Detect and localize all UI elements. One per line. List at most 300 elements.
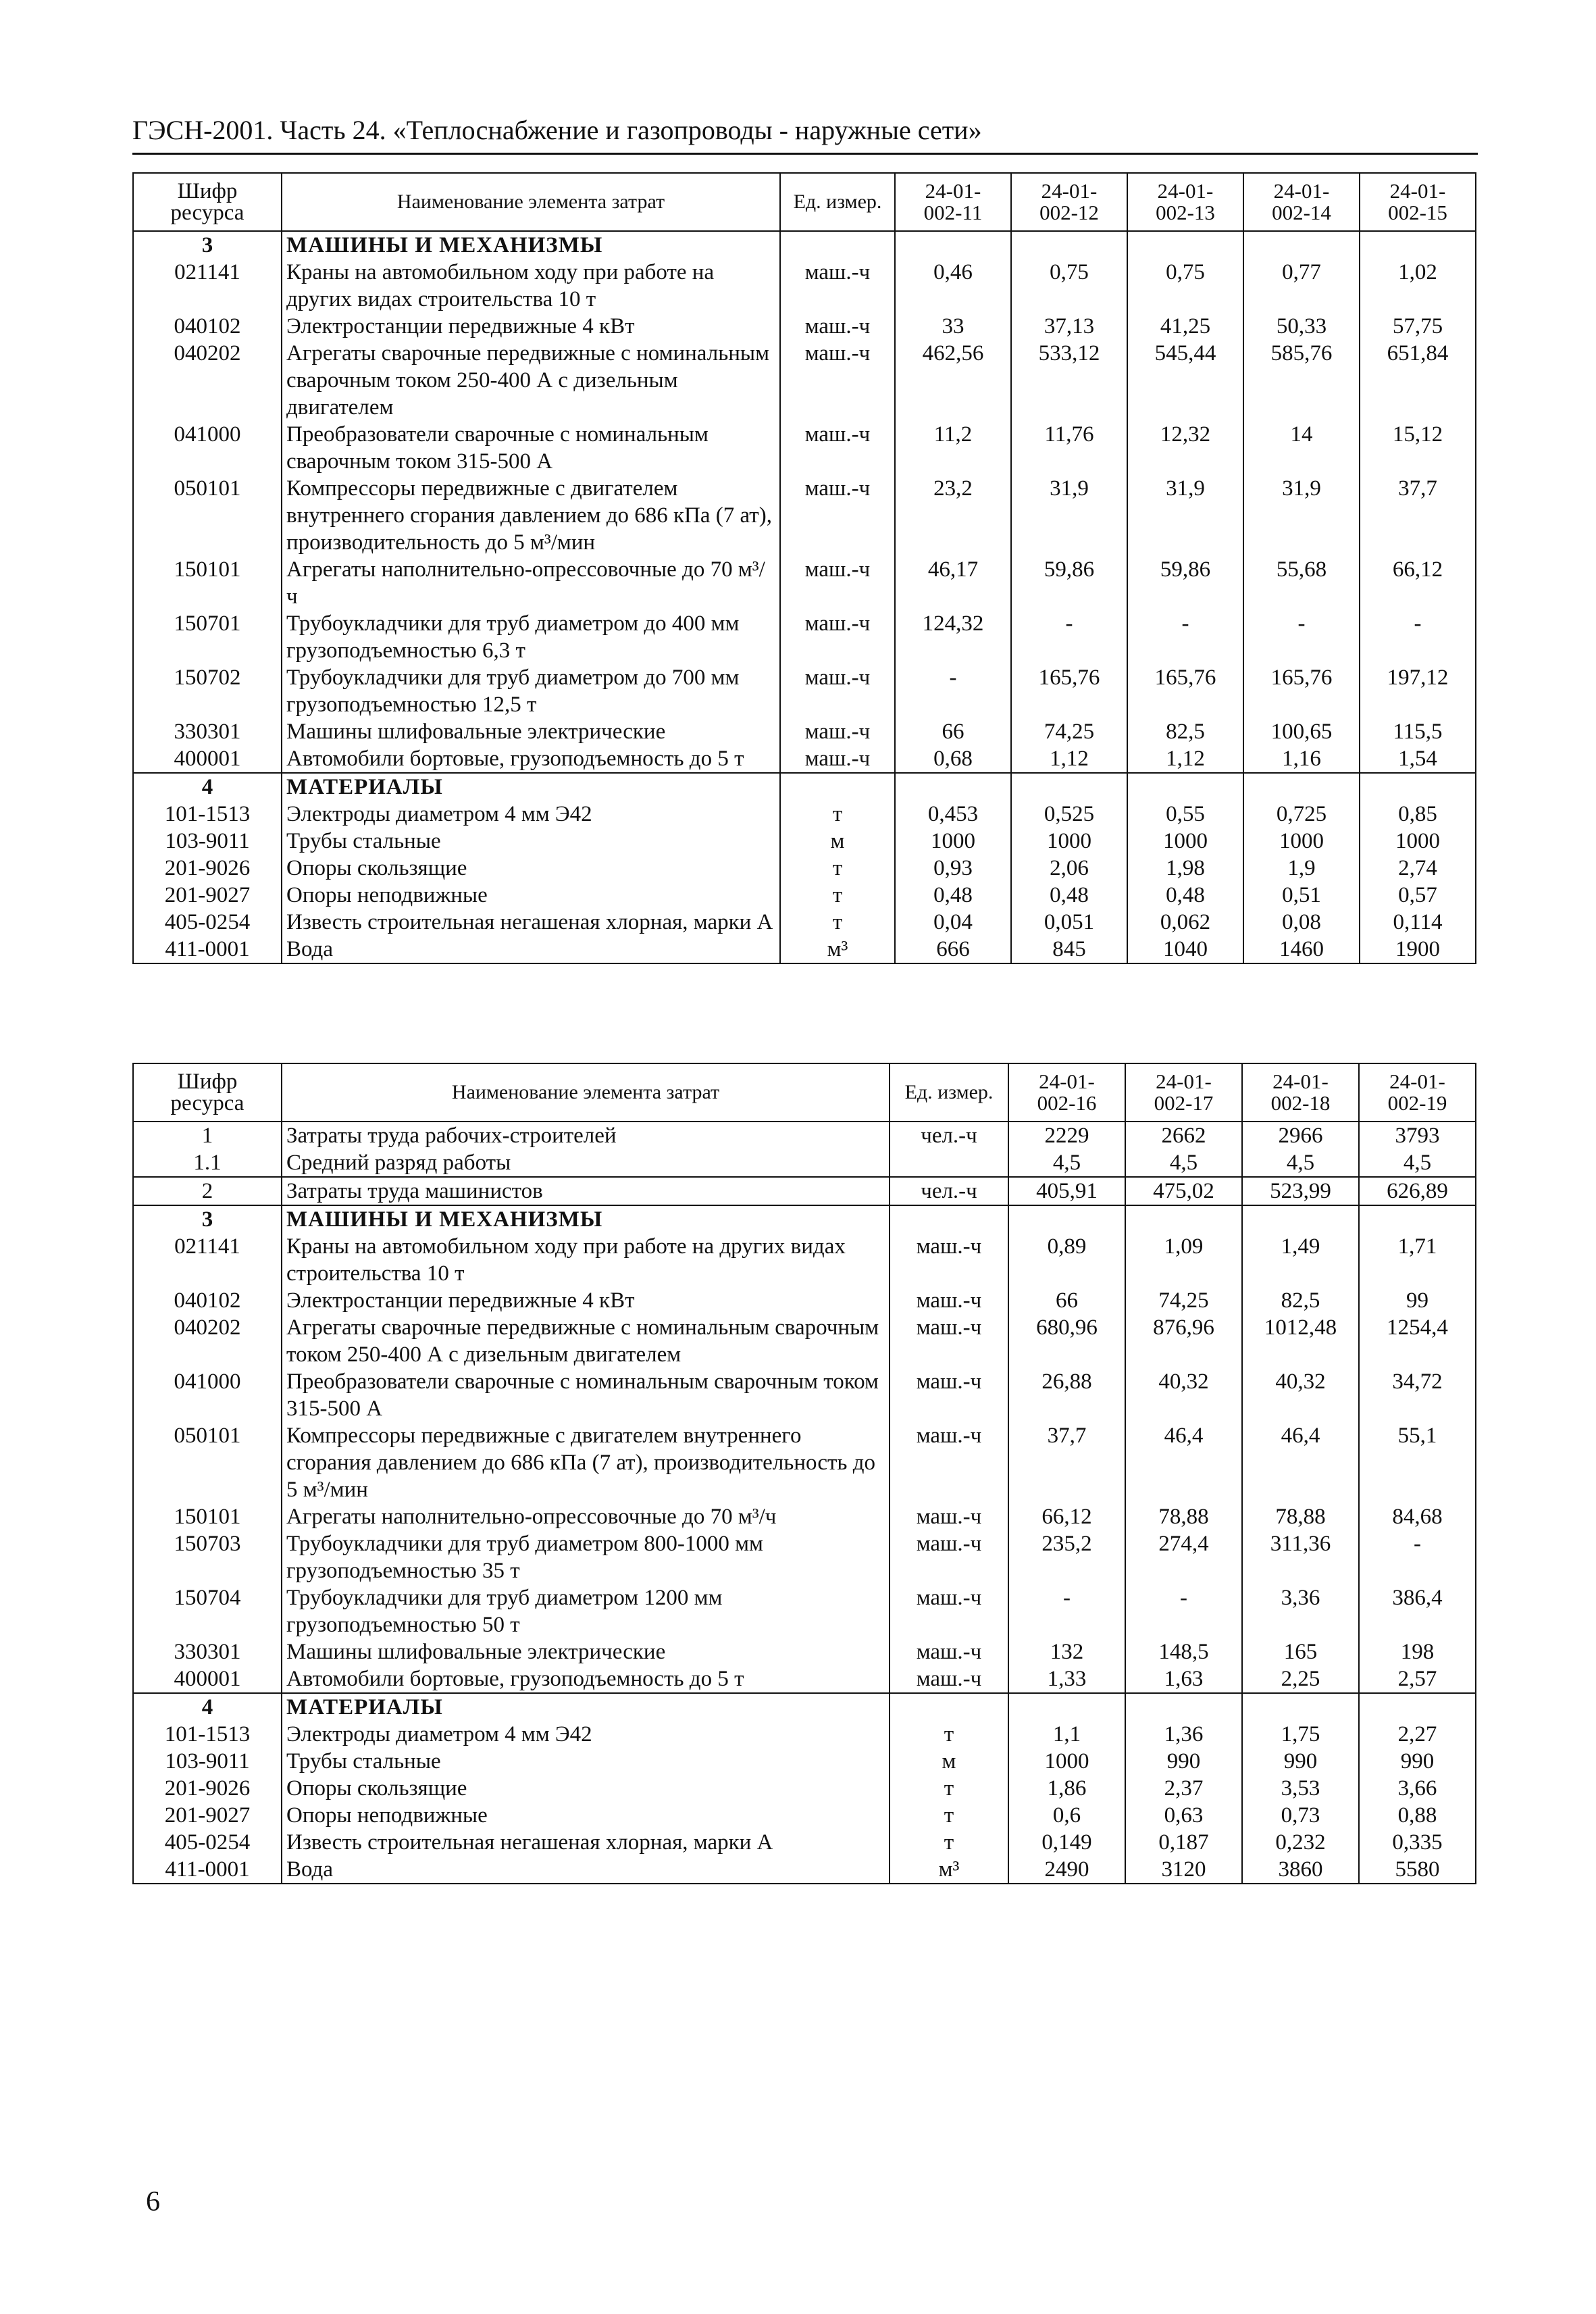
unit: т (780, 909, 895, 936)
resource-name: Опоры скользящие (282, 1775, 890, 1802)
value-cell: 2,27 (1359, 1721, 1476, 1748)
value-cell: 100,65 (1243, 718, 1360, 745)
value-cell: 165 (1242, 1638, 1359, 1665)
value-cell: 74,25 (1125, 1287, 1242, 1314)
unit (780, 773, 895, 801)
resource-name: Затраты труда машинистов (282, 1177, 890, 1205)
resource-name: Трубоукладчики для труб диаметром 1200 мм грузоподъемностью 50 т (282, 1584, 890, 1638)
resource-code: 201-9027 (133, 1802, 282, 1829)
value-cell: 0,75 (1011, 259, 1127, 313)
value-cell (1360, 773, 1476, 801)
table-row (133, 1856, 1476, 1884)
resource-name: Компрессоры передвижные с двигателем внутреннего сгорания давлением до 686 кПа (7 ат), производительность до 5 м³/мин (282, 1422, 890, 1503)
header-name: Наименование элемента затрат (282, 173, 780, 231)
value-cell: 0,232 (1242, 1829, 1359, 1856)
value-cell: 132 (1008, 1638, 1125, 1665)
value-cell: 74,25 (1011, 718, 1127, 745)
value-cell (1359, 1693, 1476, 1721)
table-row (133, 1287, 1476, 1314)
value-cell: 2,57 (1359, 1665, 1476, 1693)
table-row (133, 909, 1476, 936)
resource-code: 405-0254 (133, 1829, 282, 1856)
value-cell (1127, 773, 1243, 801)
value-cell: 462,56 (895, 340, 1011, 421)
value-cell: 311,36 (1242, 1530, 1359, 1584)
resource-code: 201-9026 (133, 1775, 282, 1802)
resource-code: 2 (133, 1177, 282, 1205)
value-cell: 1000 (895, 828, 1011, 855)
resource-code: 150701 (133, 610, 282, 664)
table-row (133, 801, 1476, 828)
unit: м (890, 1748, 1008, 1775)
value-cell: 1000 (1360, 828, 1476, 855)
table-row (133, 1503, 1476, 1530)
value-cell: 666 (895, 936, 1011, 963)
resource-name: Трубоукладчики для труб диаметром до 400 мм грузоподъемностью 6,3 т (282, 610, 780, 664)
value-cell: 1,09 (1125, 1233, 1242, 1287)
header-col-1: 24-01- 002-16 (1008, 1063, 1125, 1122)
header-col-4: 24-01- 002-14 (1243, 173, 1360, 231)
unit: маш.-ч (780, 556, 895, 610)
table-row (133, 1149, 1476, 1177)
resource-name: Автомобили бортовые, грузоподъемность до 5 т (282, 1665, 890, 1693)
resource-name: Опоры неподвижные (282, 1802, 890, 1829)
unit (780, 231, 895, 259)
value-cell: 41,25 (1127, 313, 1243, 340)
value-cell (1127, 231, 1243, 259)
resource-code: 150702 (133, 664, 282, 718)
value-cell: 0,75 (1127, 259, 1243, 313)
resource-name: Машины шлифовальные электрические (282, 1638, 890, 1665)
section-row (133, 773, 1476, 801)
value-cell: 46,17 (895, 556, 1011, 610)
unit: маш.-ч (890, 1638, 1008, 1665)
unit: т (890, 1775, 1008, 1802)
value-cell: 33 (895, 313, 1011, 340)
value-cell: 4,5 (1359, 1149, 1476, 1177)
value-cell: 1,12 (1011, 745, 1127, 773)
resource-code: 040202 (133, 340, 282, 421)
resource-code: 150101 (133, 1503, 282, 1530)
table-row (133, 1802, 1476, 1829)
value-cell: 31,9 (1011, 475, 1127, 556)
value-cell: 1000 (1011, 828, 1127, 855)
table-row (133, 1829, 1476, 1856)
value-cell: 0,48 (1011, 882, 1127, 909)
value-cell: 40,32 (1242, 1368, 1359, 1422)
resource-name: Краны на автомобильном ходу при работе на других видах строительства 10 т (282, 1233, 890, 1287)
value-cell: 165,76 (1011, 664, 1127, 718)
value-cell: 3860 (1242, 1856, 1359, 1884)
resource-code: 150101 (133, 556, 282, 610)
unit: т (780, 855, 895, 882)
unit: т (890, 1802, 1008, 1829)
value-cell: 82,5 (1242, 1287, 1359, 1314)
value-cell: 197,12 (1360, 664, 1476, 718)
value-cell: - (1127, 610, 1243, 664)
value-cell: 1040 (1127, 936, 1243, 963)
resource-name: Компрессоры передвижные с двигателем внутреннего сгорания давлением до 686 кПа (7 ат), производительность до 5 м³/мин (282, 475, 780, 556)
resource-table-1 (132, 172, 1476, 964)
value-cell: 626,89 (1359, 1177, 1476, 1205)
value-cell: 475,02 (1125, 1177, 1242, 1205)
value-cell: 990 (1242, 1748, 1359, 1775)
resource-code: 3 (133, 231, 282, 259)
value-cell: 4,5 (1008, 1149, 1125, 1177)
header-code: Шифр ресурса (133, 1063, 282, 1122)
value-cell: 78,88 (1125, 1503, 1242, 1530)
value-cell: - (1243, 610, 1360, 664)
table-row (133, 421, 1476, 475)
value-cell: 1,86 (1008, 1775, 1125, 1802)
resource-code: 101-1513 (133, 801, 282, 828)
resource-code: 021141 (133, 1233, 282, 1287)
unit: маш.-ч (780, 259, 895, 313)
resource-code: 400001 (133, 1665, 282, 1693)
value-cell: 0,85 (1360, 801, 1476, 828)
table-row (133, 828, 1476, 855)
value-cell: 0,453 (895, 801, 1011, 828)
value-cell: 0,57 (1360, 882, 1476, 909)
value-cell: 0,6 (1008, 1802, 1125, 1829)
resource-code: 041000 (133, 421, 282, 475)
value-cell: 15,12 (1360, 421, 1476, 475)
value-cell: 31,9 (1243, 475, 1360, 556)
value-cell: 2,37 (1125, 1775, 1242, 1802)
value-cell: 1000 (1127, 828, 1243, 855)
table-row (133, 1368, 1476, 1422)
value-cell (1008, 1693, 1125, 1721)
value-cell: 55,1 (1359, 1422, 1476, 1503)
table-row (133, 1233, 1476, 1287)
value-cell: 115,5 (1360, 718, 1476, 745)
resource-name: Опоры неподвижные (282, 882, 780, 909)
header-col-1: 24-01- 002-11 (895, 173, 1011, 231)
table-row (133, 855, 1476, 882)
value-cell (1360, 231, 1476, 259)
resource-name: Электростанции передвижные 4 кВт (282, 1287, 890, 1314)
resource-name: Краны на автомобильном ходу при работе на других видах строительства 10 т (282, 259, 780, 313)
unit: маш.-ч (890, 1530, 1008, 1584)
unit: м³ (890, 1856, 1008, 1884)
value-cell: 405,91 (1008, 1177, 1125, 1205)
value-cell: 14 (1243, 421, 1360, 475)
resource-code: 405-0254 (133, 909, 282, 936)
value-cell: 0,062 (1127, 909, 1243, 936)
value-cell: 2229 (1008, 1122, 1125, 1149)
table-row (133, 556, 1476, 610)
resource-code: 400001 (133, 745, 282, 773)
value-cell: 1000 (1008, 1748, 1125, 1775)
table-row (133, 1665, 1476, 1693)
unit: маш.-ч (890, 1233, 1008, 1287)
value-cell: 2,74 (1360, 855, 1476, 882)
value-cell: 876,96 (1125, 1314, 1242, 1368)
value-cell: 1,16 (1243, 745, 1360, 773)
value-cell: 55,68 (1243, 556, 1360, 610)
header-name: Наименование элемента затрат (282, 1063, 890, 1122)
value-cell: 66,12 (1360, 556, 1476, 610)
header-col-5: 24-01- 002-15 (1360, 173, 1476, 231)
value-cell: 1,02 (1360, 259, 1476, 313)
unit: т (890, 1829, 1008, 1856)
table-row (133, 313, 1476, 340)
resource-name: Известь строительная негашеная хлорная, марки А (282, 1829, 890, 1856)
value-cell: 3,66 (1359, 1775, 1476, 1802)
resource-code: 4 (133, 1693, 282, 1721)
value-cell: 84,68 (1359, 1503, 1476, 1530)
value-cell: 23,2 (895, 475, 1011, 556)
resource-name: Затраты труда рабочих-строителей (282, 1122, 890, 1149)
value-cell: 0,46 (895, 259, 1011, 313)
resource-name: Трубоукладчики для труб диаметром до 700 мм грузоподъемностью 12,5 т (282, 664, 780, 718)
unit: маш.-ч (890, 1314, 1008, 1368)
resource-name: Электростанции передвижные 4 кВт (282, 313, 780, 340)
value-cell: 59,86 (1127, 556, 1243, 610)
value-cell: 523,99 (1242, 1177, 1359, 1205)
value-cell: 46,4 (1242, 1422, 1359, 1503)
table-row (133, 1530, 1476, 1584)
resource-name: Трубы стальные (282, 828, 780, 855)
section-row (133, 1205, 1476, 1233)
value-cell: 1,75 (1242, 1721, 1359, 1748)
table-row (133, 1422, 1476, 1503)
value-cell: 165,76 (1243, 664, 1360, 718)
value-cell: - (1359, 1530, 1476, 1584)
value-cell: - (1008, 1584, 1125, 1638)
value-cell: 845 (1011, 936, 1127, 963)
value-cell: 0,63 (1125, 1802, 1242, 1829)
resource-name: Электроды диаметром 4 мм Э42 (282, 801, 780, 828)
value-cell: 1000 (1243, 828, 1360, 855)
resource-name: МАШИНЫ И МЕХАНИЗМЫ (282, 1205, 890, 1233)
unit: маш.-ч (780, 421, 895, 475)
resource-name: Трубоукладчики для труб диаметром 800-1000 мм грузоподъемностью 35 т (282, 1530, 890, 1584)
resource-code: 3 (133, 1205, 282, 1233)
value-cell: 82,5 (1127, 718, 1243, 745)
unit: маш.-ч (890, 1503, 1008, 1530)
unit (890, 1205, 1008, 1233)
value-cell: 1,9 (1243, 855, 1360, 882)
value-cell: 1,12 (1127, 745, 1243, 773)
value-cell: 4,5 (1242, 1149, 1359, 1177)
value-cell (1242, 1693, 1359, 1721)
value-cell: 124,32 (895, 610, 1011, 664)
header-code: Шифр ресурса (133, 173, 282, 231)
unit (890, 1693, 1008, 1721)
unit: маш.-ч (890, 1422, 1008, 1503)
unit: маш.-ч (890, 1287, 1008, 1314)
table-header-row (133, 173, 1476, 231)
table-row (133, 259, 1476, 313)
value-cell: 0,725 (1243, 801, 1360, 828)
resource-name: Вода (282, 936, 780, 963)
page-header: ГЭСН-2001. Часть 24. «Теплоснабжение и газопроводы - наружные сети» (132, 114, 1478, 155)
value-cell: 78,88 (1242, 1503, 1359, 1530)
resource-code: 201-9026 (133, 855, 282, 882)
value-cell: 0,68 (895, 745, 1011, 773)
resource-code: 330301 (133, 718, 282, 745)
resource-code: 411-0001 (133, 1856, 282, 1884)
value-cell (1243, 231, 1360, 259)
header-col-4: 24-01- 002-19 (1359, 1063, 1476, 1122)
value-cell: 3,53 (1242, 1775, 1359, 1802)
value-cell: 12,32 (1127, 421, 1243, 475)
resource-name: Агрегаты сварочные передвижные с номинальным сварочным током 250-400 А с дизельным двигателем (282, 340, 780, 421)
value-cell (1125, 1205, 1242, 1233)
value-cell: 0,93 (895, 855, 1011, 882)
resource-name: Вода (282, 1856, 890, 1884)
resource-code: 411-0001 (133, 936, 282, 963)
header-unit: Ед. измер. (780, 173, 895, 231)
value-cell (1011, 773, 1127, 801)
resource-table-2 (132, 1063, 1476, 1884)
resource-code: 150704 (133, 1584, 282, 1638)
value-cell: 37,7 (1008, 1422, 1125, 1503)
unit: маш.-ч (780, 313, 895, 340)
value-cell: 148,5 (1125, 1638, 1242, 1665)
section-row (133, 1693, 1476, 1721)
resource-code: 1.1 (133, 1149, 282, 1177)
value-cell: 1900 (1360, 936, 1476, 963)
value-cell: 0,55 (1127, 801, 1243, 828)
resource-name: Средний разряд работы (282, 1149, 890, 1177)
value-cell: 0,77 (1243, 259, 1360, 313)
value-cell (1008, 1205, 1125, 1233)
value-cell: 2,06 (1011, 855, 1127, 882)
table-row (133, 1748, 1476, 1775)
value-cell: 0,48 (1127, 882, 1243, 909)
value-cell: - (1360, 610, 1476, 664)
value-cell: 1,63 (1125, 1665, 1242, 1693)
resource-name: Трубы стальные (282, 1748, 890, 1775)
table-row (133, 1584, 1476, 1638)
value-cell: 11,76 (1011, 421, 1127, 475)
unit: маш.-ч (890, 1665, 1008, 1693)
unit: маш.-ч (780, 718, 895, 745)
resource-name: МАТЕРИАЛЫ (282, 773, 780, 801)
value-cell: 1,1 (1008, 1721, 1125, 1748)
resource-name: Машины шлифовальные электрические (282, 718, 780, 745)
table-row (133, 745, 1476, 773)
value-cell (1242, 1205, 1359, 1233)
resource-name: Агрегаты наполнительно-опрессовочные до 70 м³/ч (282, 556, 780, 610)
value-cell: - (1125, 1584, 1242, 1638)
unit: т (780, 801, 895, 828)
value-cell: 1,49 (1242, 1233, 1359, 1287)
value-cell: 2662 (1125, 1122, 1242, 1149)
resource-code: 103-9011 (133, 828, 282, 855)
unit: маш.-ч (780, 610, 895, 664)
resource-code: 201-9027 (133, 882, 282, 909)
value-cell (895, 773, 1011, 801)
value-cell: 5580 (1359, 1856, 1476, 1884)
value-cell: 2,25 (1242, 1665, 1359, 1693)
resource-name: Агрегаты сварочные передвижные с номинальным сварочным током 250-400 А с дизельным двигателем (282, 1314, 890, 1368)
value-cell: 1,71 (1359, 1233, 1476, 1287)
value-cell: 37,7 (1360, 475, 1476, 556)
resource-code: 050101 (133, 475, 282, 556)
value-cell: 2966 (1242, 1122, 1359, 1149)
value-cell: 11,2 (895, 421, 1011, 475)
header-col-2: 24-01- 002-17 (1125, 1063, 1242, 1122)
unit: маш.-ч (890, 1584, 1008, 1638)
value-cell: 165,76 (1127, 664, 1243, 718)
resource-code: 150703 (133, 1530, 282, 1584)
resource-name: Преобразователи сварочные с номинальным сварочным током 315-500 А (282, 421, 780, 475)
value-cell (1243, 773, 1360, 801)
value-cell: 990 (1359, 1748, 1476, 1775)
resource-name: МАТЕРИАЛЫ (282, 1693, 890, 1721)
value-cell: 1,54 (1360, 745, 1476, 773)
value-cell (1011, 231, 1127, 259)
resource-name: Известь строительная негашеная хлорная, марки А (282, 909, 780, 936)
unit (890, 1149, 1008, 1177)
value-cell: 0,335 (1359, 1829, 1476, 1856)
value-cell: 0,51 (1243, 882, 1360, 909)
value-cell: 99 (1359, 1287, 1476, 1314)
table-body (133, 1122, 1476, 1884)
table-row (133, 340, 1476, 421)
value-cell: 680,96 (1008, 1314, 1125, 1368)
resource-code: 040102 (133, 313, 282, 340)
table-body (133, 231, 1476, 963)
value-cell: 545,44 (1127, 340, 1243, 421)
value-cell: 40,32 (1125, 1368, 1242, 1422)
resource-code: 330301 (133, 1638, 282, 1665)
value-cell (1359, 1205, 1476, 1233)
value-cell: - (1011, 610, 1127, 664)
value-cell: 1,98 (1127, 855, 1243, 882)
table-row (133, 1122, 1476, 1149)
value-cell: 0,114 (1360, 909, 1476, 936)
value-cell: 0,48 (895, 882, 1011, 909)
table-row (133, 664, 1476, 718)
value-cell: 3120 (1125, 1856, 1242, 1884)
value-cell: 585,76 (1243, 340, 1360, 421)
table-row (133, 1314, 1476, 1368)
resource-name: Агрегаты наполнительно-опрессовочные до 70 м³/ч (282, 1503, 890, 1530)
value-cell: 57,75 (1360, 313, 1476, 340)
value-cell: 0,04 (895, 909, 1011, 936)
table-row (133, 1775, 1476, 1802)
value-cell: 274,4 (1125, 1530, 1242, 1584)
table-header-row (133, 1063, 1476, 1122)
unit: т (890, 1721, 1008, 1748)
value-cell: 34,72 (1359, 1368, 1476, 1422)
resource-name: Опоры скользящие (282, 855, 780, 882)
header-col-2: 24-01- 002-12 (1011, 173, 1127, 231)
value-cell: 198 (1359, 1638, 1476, 1665)
header-unit: Ед. измер. (890, 1063, 1008, 1122)
unit: м (780, 828, 895, 855)
unit: маш.-ч (780, 745, 895, 773)
value-cell: 3793 (1359, 1122, 1476, 1149)
table-row (133, 1638, 1476, 1665)
value-cell: 0,89 (1008, 1233, 1125, 1287)
resource-name: Электроды диаметром 4 мм Э42 (282, 1721, 890, 1748)
page-number: 6 (146, 2186, 160, 2217)
resource-code: 103-9011 (133, 1748, 282, 1775)
value-cell: 0,88 (1359, 1802, 1476, 1829)
value-cell: - (895, 664, 1011, 718)
resource-code: 1 (133, 1122, 282, 1149)
unit: м³ (780, 936, 895, 963)
value-cell: 235,2 (1008, 1530, 1125, 1584)
value-cell (1125, 1693, 1242, 1721)
value-cell: 50,33 (1243, 313, 1360, 340)
value-cell: 0,73 (1242, 1802, 1359, 1829)
